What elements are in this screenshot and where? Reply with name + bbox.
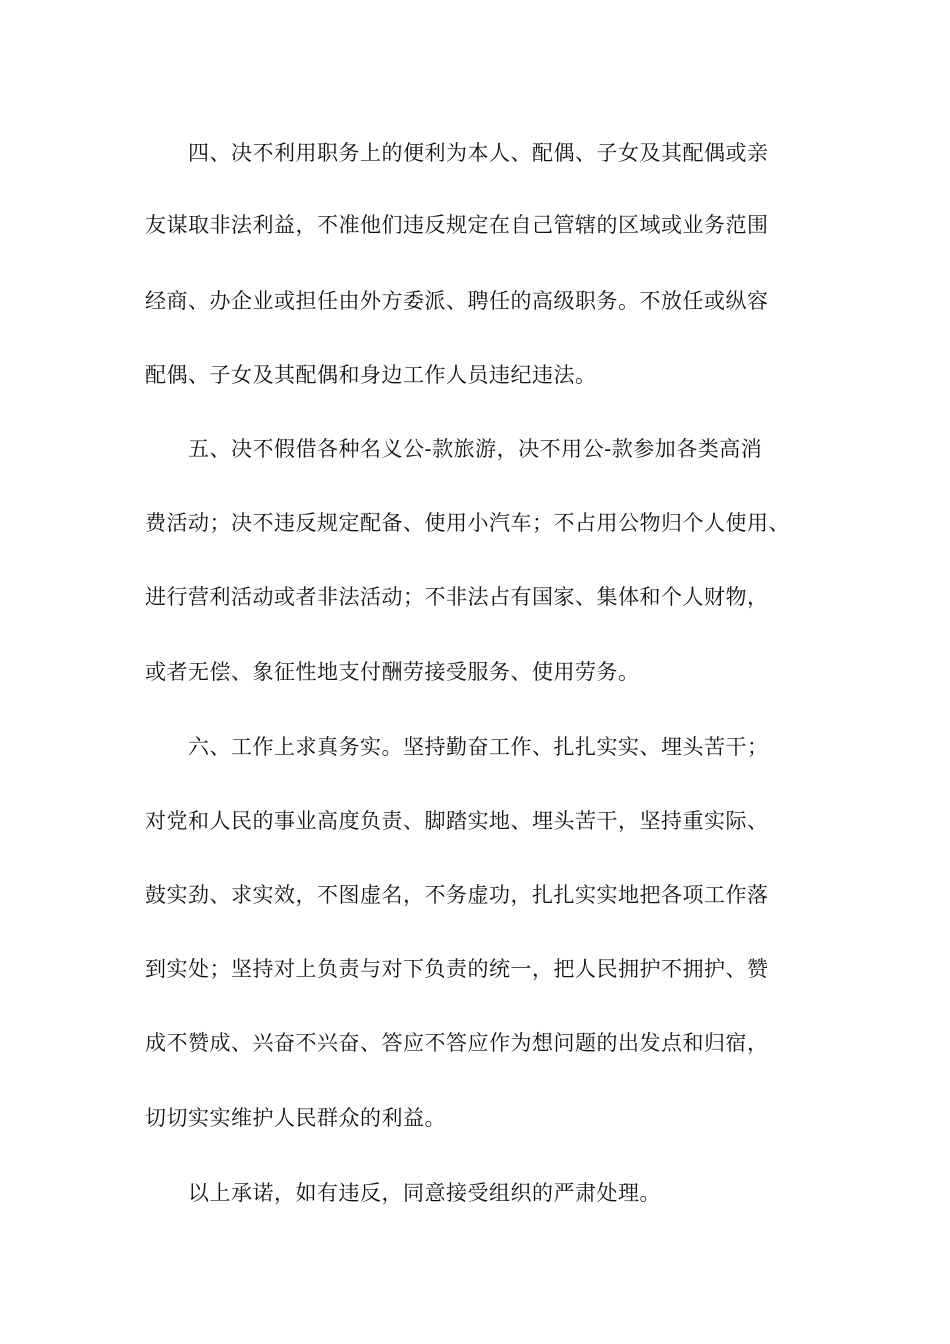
paragraph-6-line-5: 成不赞成、兴奋不兴奋、答应不答应作为想问题的出发点和归宿， — [145, 1031, 769, 1055]
paragraph-5-line-1: 五、决不假借各种名义公-款旅游，决不用公-款参加各类高消 — [188, 437, 763, 461]
paragraph-4-line-2: 友谋取非法利益，不准他们违反规定在自己管辖的区域或业务范围 — [145, 213, 769, 237]
paragraph-4-line-3: 经商、办企业或担任由外方委派、聘任的高级职务。不放任或纵容 — [145, 289, 769, 313]
paragraph-6-line-6: 切切实实维护人民群众的利益。 — [145, 1106, 446, 1130]
paragraph-5-line-2: 费活动；决不违反规定配备、使用小汽车；不占用公物归个人使用、 — [145, 511, 790, 535]
paragraph-5-line-4: 或者无偿、象征性地支付酬劳接受服务、使用劳务。 — [145, 660, 640, 684]
closing-statement: 以上承诺，如有违反，同意接受组织的严肃处理。 — [188, 1181, 661, 1205]
paragraph-6-line-4: 到实处；坚持对上负责与对下负责的统一，把人民拥护不拥护、赞 — [145, 957, 769, 981]
paragraph-6-line-3: 鼓实劲、求实效，不图虚名，不务虚功，扎扎实实地把各项工作落 — [145, 883, 769, 907]
paragraph-6-line-1: 六、工作上求真务实。坚持勤奋工作、扎扎实实、埋头苦干； — [188, 735, 769, 759]
paragraph-6-line-2: 对党和人民的事业高度负责、脚踏实地、埋头苦干，坚持重实际、 — [145, 809, 769, 833]
paragraph-4-line-1: 四、决不利用职务上的便利为本人、配偶、子女及其配偶或亲 — [188, 141, 769, 165]
paragraph-5-line-3: 进行营利活动或者非法活动；不非法占有国家、集体和个人财物， — [145, 585, 769, 609]
paragraph-4-line-4: 配偶、子女及其配偶和身边工作人员违纪违法。 — [145, 363, 597, 387]
